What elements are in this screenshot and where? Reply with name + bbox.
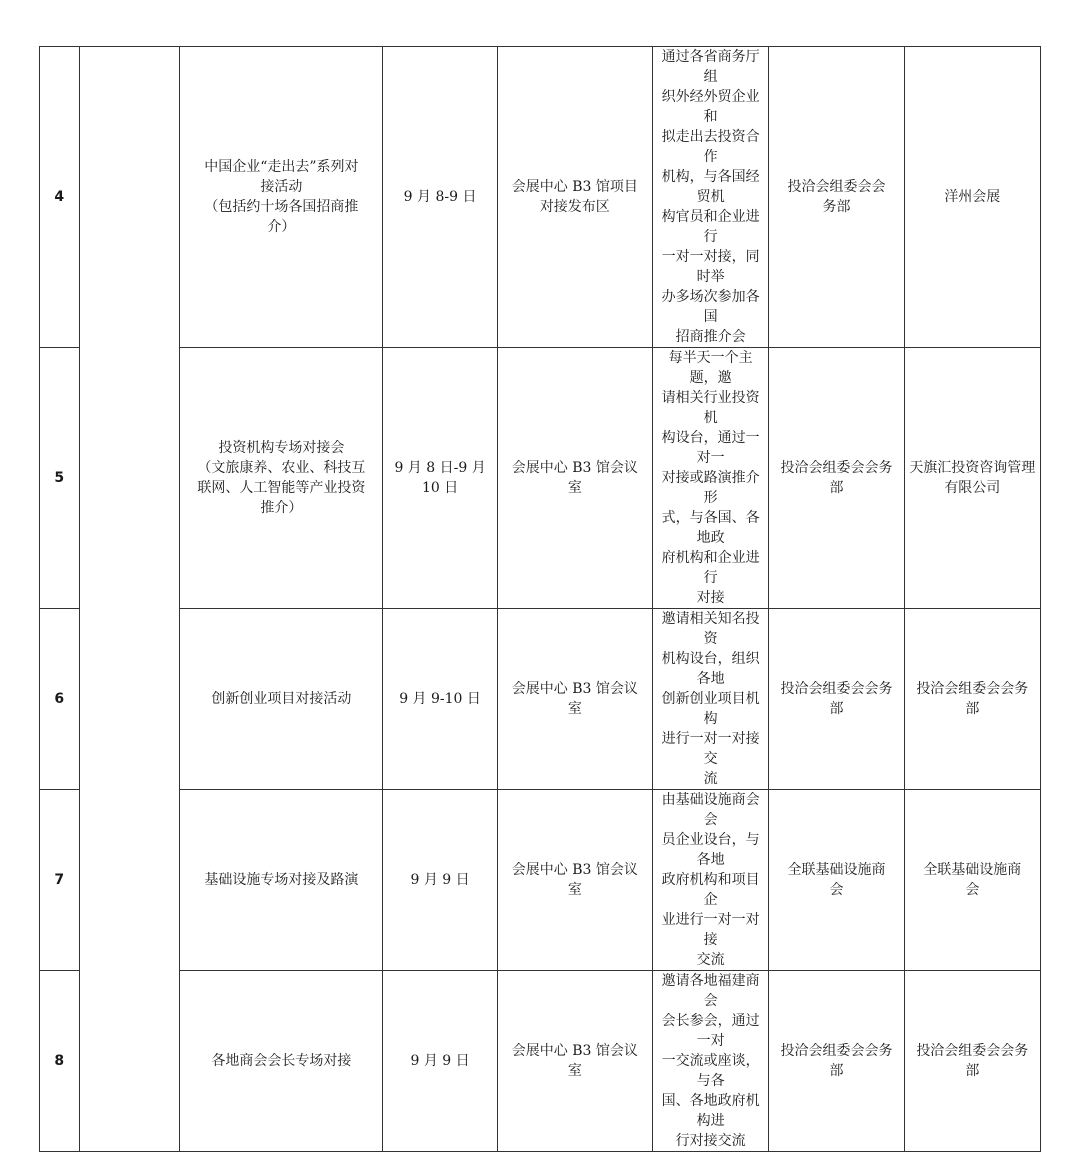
- activity-date: 9 月 9 日: [383, 971, 497, 1152]
- activity-name: 创新创业项目对接活动: [180, 609, 383, 790]
- activity-organizer: 投洽会组委会会务 部: [769, 971, 904, 1152]
- activity-date: 9 月 8-9 日: [383, 47, 497, 348]
- activity-executor: 天旗汇投资咨询管理 有限公司: [904, 348, 1040, 609]
- row-number: 6: [40, 609, 80, 790]
- activity-description: 通过各省商务厅组 织外经外贸企业和 拟走出去投资合作 机构，与各国经贸机 构官员和企业进行 一对一对接，同时举 办多场次参加各国 招商推介会: [652, 47, 769, 348]
- row-number: 7: [40, 790, 80, 971]
- activity-description: 邀请各地福建商会 会长参会，通过一对 一交流或座谈，与各 国、各地政府机构进 行对接交流: [652, 971, 769, 1152]
- activity-organizer: 投洽会组委会会 务部: [769, 47, 904, 348]
- activity-executor: 投洽会组委会会务 部: [904, 609, 1040, 790]
- table-row: [40, 348, 1041, 609]
- activity-venue: 会展中心 B3 馆会议 室: [497, 348, 652, 609]
- activity-organizer: 投洽会组委会会务 部: [769, 348, 904, 609]
- table-row: [40, 609, 1041, 790]
- activity-name: 中国企业“走出去”系列对 接活动 （包括约十场各国招商推 介）: [180, 47, 383, 348]
- activity-name: 基础设施专场对接及路演: [180, 790, 383, 971]
- activity-date: 9 月 9-10 日: [383, 609, 497, 790]
- table-row: [40, 971, 1041, 1152]
- activity-name: 各地商会会长专场对接: [180, 971, 383, 1152]
- activity-date: 9 月 8 日-9 月 10 日: [383, 348, 497, 609]
- category-cell: [79, 47, 180, 1152]
- activity-venue: 会展中心 B3 馆项目 对接发布区: [497, 47, 652, 348]
- activity-organizer: 投洽会组委会会务 部: [769, 609, 904, 790]
- activity-description: 由基础设施商会会 员企业设台，与各地 政府机构和项目企 业进行一对一对接 交流: [652, 790, 769, 971]
- activity-name: 投资机构专场对接会 （文旅康养、农业、科技互 联网、人工智能等产业投资 推介）: [180, 348, 383, 609]
- activity-executor: 全联基础设施商 会: [904, 790, 1040, 971]
- activity-organizer: 全联基础设施商 会: [769, 790, 904, 971]
- activity-venue: 会展中心 B3 馆会议 室: [497, 971, 652, 1152]
- row-number: 8: [40, 971, 80, 1152]
- schedule-table: [39, 46, 1041, 1152]
- row-number: 4: [40, 47, 80, 348]
- row-number: 5: [40, 348, 80, 609]
- activity-executor: 投洽会组委会会务 部: [904, 971, 1040, 1152]
- activity-date: 9 月 9 日: [383, 790, 497, 971]
- activity-description: 邀请相关知名投资 机构设台，组织各地 创新创业项目机构 进行一对一对接交 流: [652, 609, 769, 790]
- table-row: [40, 790, 1041, 971]
- table-row: [40, 47, 1041, 348]
- activity-venue: 会展中心 B3 馆会议 室: [497, 790, 652, 971]
- activity-executor: 洋州会展: [904, 47, 1040, 348]
- activity-description: 每半天一个主题，邀 请相关行业投资机 构设台，通过一对一 对接或路演推介形 式，与各国、各地政 府机构和企业进行 对接: [652, 348, 769, 609]
- activity-venue: 会展中心 B3 馆会议 室: [497, 609, 652, 790]
